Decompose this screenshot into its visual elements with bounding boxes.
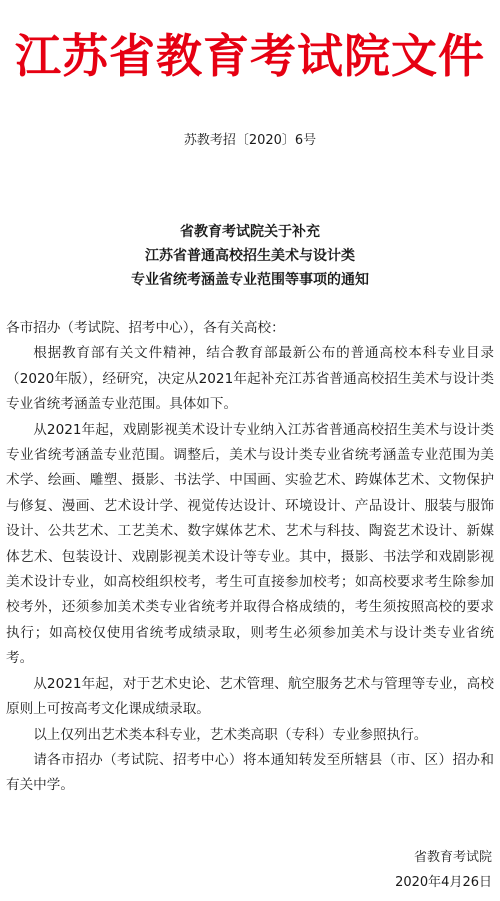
body-paragraph: 从2021年起，戏剧影视美术设计专业纳入江苏省普通高校招生美术与设计类专业省统考涵盖专业范围。调整后，美术与设计类专业省统考涵盖专业范围为美术学、绘画、雕塑、摄影、书法学、中国画、实验艺术、跨媒体艺术、文物保护与修复、漫画、艺术设计学、视觉传达设计、环境设计、产品设计、服装与服饰设计、公共艺术、工艺美术、数字媒体艺术、艺术与科技、陶瓷艺术设计、新媒体艺术、包装设计、戏剧影视美术设计等专业。其中，摄影、书法学和戏剧影视美术设计专业，如高校组织校考，考生可直接参加校考；如高校要求考生除参加校考外，还须参加美术类专业省统考并取得合格成绩的，考生须按照高校的要求执行；如高校仅使用省统考成绩录取，则考生必须参加美术与设计类专业省统考。 — [6, 421, 494, 667]
title-line: 专业省统考涵盖专业范围等事项的通知 — [131, 272, 369, 288]
document-number: 苏教考招〔2020〕6号 — [183, 133, 317, 148]
document-body — [6, 316, 494, 799]
body-paragraph: 以上仅列出艺术类本科专业，艺术类高职（专科）专业参照执行。 — [33, 726, 428, 743]
title-line: 省教育考试院关于补充 — [180, 224, 320, 240]
issuer-signature: 省教育考试院 — [413, 850, 492, 865]
body-paragraph: 请各市招办（考试院、招考中心）将本通知转发至所辖县（市、区）招办和有关中学。 — [6, 751, 494, 794]
document-title — [0, 220, 500, 292]
issue-date: 2020年4月26日 — [395, 875, 492, 890]
body-paragraph: 从2021年起，对于艺术史论、艺术管理、航空服务艺术与管理等专业，高校原则上可按高考文化课成绩录取。 — [6, 675, 494, 718]
document-masthead: 江苏省教育考试院文件 — [15, 29, 485, 83]
salutation: 各市招办（考试院、招考中心），各有关高校： — [6, 320, 285, 336]
title-line: 江苏省普通高校招生美术与设计类 — [145, 248, 355, 264]
body-paragraph: 根据教育部有关文件精神，结合教育部最新公布的普通高校本科专业目录（2020年版），经研究，决定从2021年起补充江苏省普通高校招生美术与设计类专业省统考涵盖专业范围。具体如下。 — [6, 345, 494, 413]
